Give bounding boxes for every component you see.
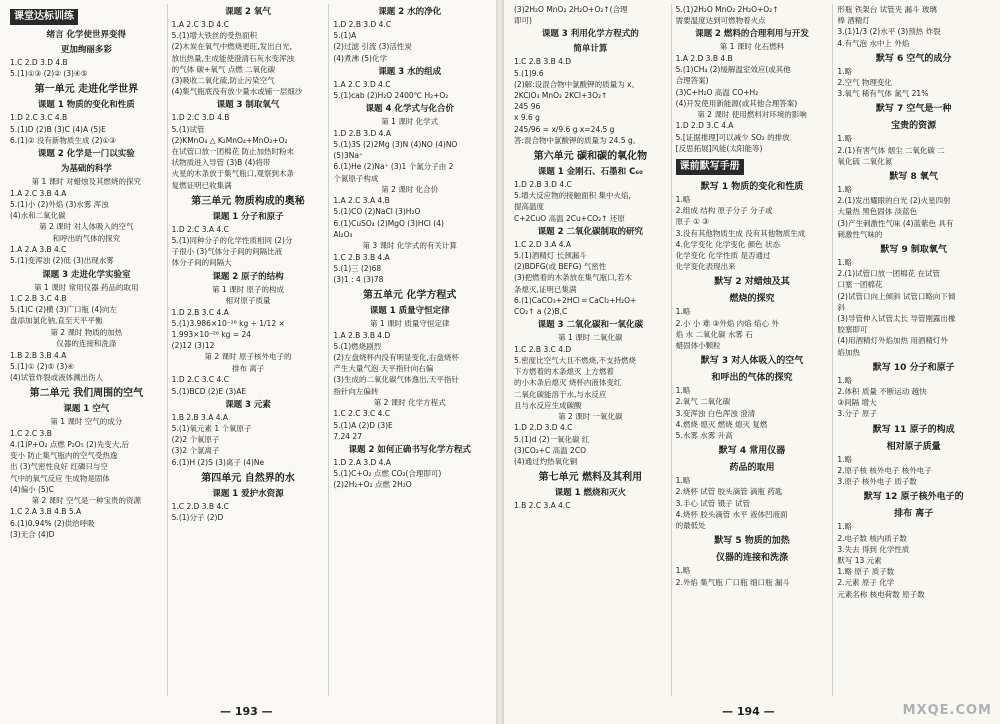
answer-line: 1.D 2.B 3.C 4.A <box>171 307 229 317</box>
dictation-title: 默写 7 空气是一种 <box>875 104 952 115</box>
answer-line: 1.A 2.C 3.B 4.A <box>10 188 67 198</box>
answer-line: (4)偏小 (5)C <box>10 484 54 494</box>
answer-line: 1.略 原子 质子数 <box>837 567 895 577</box>
answer-line: 5.增大反应物的接触面积 集中火焰, <box>514 191 631 201</box>
answer-line: 1.略 <box>837 522 852 532</box>
answer-line: 5.(1)CH₄ (2)缓解温室效应(或其他 <box>675 65 791 75</box>
answer-line: 4.有气泡 水中上 外焰 <box>837 38 910 48</box>
answer-line: 放出热量,生成能使澄清石灰水变浑浊 <box>171 53 295 63</box>
lesson-title: 课题 1 空气 <box>63 404 110 415</box>
answer-line: 3.氧气 稀有气体 氮气 21% <box>837 89 929 99</box>
answer-line: 1.略 <box>675 566 691 576</box>
answer-line: 5.(1)分子 (2)D <box>171 513 224 523</box>
answer-line: 3.失去 得到 化学性质 <box>837 544 910 554</box>
lesson-title: 课题 3 二氧化碳和一氧化碳 <box>537 320 643 331</box>
dictation-title: 燃烧的探究 <box>729 294 775 305</box>
answer-line: 3.原子 核外电子 质子数 <box>837 477 917 487</box>
right-column-1 <box>510 4 671 696</box>
answer-line: 条熄灭,证明已集满 <box>514 284 577 294</box>
answer-line: 5.(1)A <box>333 31 357 41</box>
answer-line: 1.A 2.D 3.B 4.B <box>675 53 733 63</box>
answer-line: 4.(1)P+O₂ 点燃 P₂O₅ (2)先变大,后 <box>10 439 130 449</box>
answer-line: 5.(1)A (2)D (3)E <box>333 420 393 430</box>
answer-line: 下方燃着的木条熄灭 上方燃着 <box>514 367 614 377</box>
answer-line: 1.D 2.B 3.D 4.C <box>514 180 572 190</box>
answer-line: 5.(1)cab (2)H₂O 2400℃ H₂+O₂ <box>333 91 449 101</box>
dictation-title: 默写 5 物质的加热 <box>714 536 790 547</box>
answer-line: 在试管口放一团棉花 防止加热时粉末 <box>171 147 295 157</box>
answer-line: 火星的木条放于集气瓶口,观察到木条 <box>171 169 295 179</box>
answer-line: (3)2H₂O MnO₂ 2H₂O+O₂↑(合理 <box>514 5 628 14</box>
answer-line: 5.(1)小 (2)外焰 (3)水雾 浑浊 <box>10 199 109 209</box>
answer-line: 2.组成 结构 原子分子 分子或 <box>675 206 773 216</box>
answer-line: 棒 酒精灯 <box>837 16 870 26</box>
answer-line: 5.(1)9.6 <box>514 68 544 78</box>
answer-line: 1.C 2.B 3.B 4.D <box>514 57 572 67</box>
lesson-title: 简单计算 <box>573 44 608 55</box>
lesson-title: 课题 1 金刚石、石墨和 C₆₀ <box>537 167 643 178</box>
lesson-title: 课题 2 原子的结构 <box>212 271 284 282</box>
lesson-title: 课题 1 质量守恒定律 <box>369 306 450 317</box>
answer-line: 二氧化碳能溶于水,与水反应 <box>514 389 607 399</box>
subsection-title: 第 2 课时 使用燃料对环境的影响 <box>697 109 807 119</box>
answer-line: 大量热 黑色固体 淡蓝色 <box>837 207 918 217</box>
answer-line: 气中的氧气反应 生成物是固体 <box>10 473 110 483</box>
answer-line: (4)试管炸裂或液体溅出伤人 <box>10 373 104 383</box>
lesson-title: 课题 3 水的组成 <box>378 66 442 77</box>
answer-line: 形瓶 铁架台 试管夹 漏斗 玻璃 <box>837 5 937 14</box>
lesson-title: 课题 2 化学是一门以实验 <box>37 149 135 160</box>
answer-line: 2.外焰 集气瓶 广口瓶 细口瓶 漏斗 <box>675 577 790 587</box>
answer-line: 1.略 <box>675 476 691 486</box>
answer-line: 245 96 <box>514 102 541 112</box>
answer-line: 5.(1)D (2)B (3)C (4)A (5)E <box>10 124 106 134</box>
answer-line: 焰 水 二氧化碳 水雾 石 <box>675 329 753 339</box>
answer-line: 5.(1)3S (2)2Mg (3)N (4)NO (4)NO <box>333 139 458 149</box>
answer-line: 5.(1)C (2)横 (3)广口瓶 (4)向左 <box>10 305 118 315</box>
answer-line: 4.化学变化 化学变化 颜色 状态 <box>675 239 780 249</box>
answer-line: 1.B 2.B 3.B 4.A <box>10 350 67 360</box>
answer-line: (3)生成的二氧化碳气体逸出,天平指针 <box>333 375 459 385</box>
answer-line: 6.(1)② 没有新物质生成 (2)①③ <box>10 135 116 145</box>
answer-line: 1.D 2.D 3.D 4.C <box>514 423 573 433</box>
answer-line: 1.略 <box>675 307 691 317</box>
answer-line: 1.D 2.C 3.C 4.B <box>10 113 68 123</box>
answer-line: (2)BDFG(或 BEFG) 气密性 <box>514 262 607 272</box>
answer-line: 4.燃烧 熄灭 燃烧 熄灭 复燃 <box>675 419 768 429</box>
page-number-right: — 194 — <box>722 705 775 718</box>
unit-heading: 第四单元 自然界的水 <box>201 472 295 484</box>
dictation-title: 药品的取用 <box>729 463 775 474</box>
answer-line: 1.D 2.A 3.D 4.A <box>333 457 391 467</box>
subsection-title: 第 2 课时 一氧化碳 <box>558 411 623 421</box>
answer-line: (2)左盘烧杯内没有明显变化,右盘烧杯 <box>333 353 459 363</box>
subsection-title: 第 2 课时 原子核外电子的 <box>204 352 292 362</box>
answer-line: 6.(1)0.94% (2)供给呼吸 <box>10 518 95 528</box>
answer-line: 盘添加氯化钠,直至天平平衡 <box>10 316 103 326</box>
answer-line: 提高温度 <box>514 202 544 212</box>
answer-line: 刺激性气味的 <box>837 229 883 239</box>
dictation-title: 默写 4 常用仪器 <box>718 446 786 457</box>
answer-line: 2.体积 质量 不断运动 越快 <box>837 387 927 397</box>
answer-line: (2)试管口向上倾斜 试管口略向下倾 <box>837 291 956 301</box>
answer-line: 5.(1)三 (2)68 <box>333 263 382 273</box>
answer-line: 1.略 <box>675 386 691 396</box>
subsection-title: 第 1 课时 空气的成分 <box>50 417 123 427</box>
answer-line: 5.(1)d (2)一氧化碳 红 <box>514 434 590 444</box>
answer-line: ③间隔 增大 <box>837 398 877 408</box>
lesson-title: 课题 4 化学式与化合价 <box>365 104 454 115</box>
answer-line: 1.C 2.D 3.D 4.B <box>10 58 68 67</box>
answer-line: 的气体 碳+氧气 点燃 二氧化碳 <box>171 64 276 74</box>
answer-line: 1.A 2.B 3.B 4.D <box>333 330 391 340</box>
answer-line: 1.C 2.C 3.B <box>10 428 52 438</box>
answer-line: 5.(1)燃烧剧烈 <box>333 341 382 351</box>
answer-line: 5.(1)变浑浊 (2)低 (3)出现水雾 <box>10 256 114 266</box>
answer-line: 出 (3)气密性良好 红磷只与空 <box>10 462 108 472</box>
answer-line: 5.(1)BCD (2)E (3)AE <box>171 386 247 396</box>
dictation-title: 默写 8 氧气 <box>889 172 938 183</box>
dictation-title: 默写 2 对蜡烛及其 <box>714 277 790 288</box>
right-page <box>504 0 1000 724</box>
subsection-title: 第 1 课时 化石燃料 <box>719 42 785 52</box>
answer-line: 245/96 = x/9.6 g x=24.5 g <box>514 124 615 134</box>
answer-line: 合理答案) <box>675 76 709 86</box>
lesson-title: 课题 2 如何正确书写化学方程式 <box>348 444 471 455</box>
answer-line: 5.[证据推理]可以减少 SO₂ 的排放 <box>675 132 790 142</box>
answer-line: 6.(1)He (2)Na⁺ (3)1 个氮分子由 2 <box>333 162 454 172</box>
right-col1-body <box>514 4 667 512</box>
subsection-title: 第 2 课时 对人体吸入的空气 <box>39 222 134 232</box>
answer-line: 2KClO₃ MnO₂ 2KCl+3O₂↑ <box>514 91 608 101</box>
answer-line: 1.D 2.C 3.A 4.C <box>171 224 229 234</box>
answer-line: (3)2 个氯离子 <box>171 446 220 456</box>
answer-line: 氧化硫 二氧化氮 <box>837 156 893 166</box>
left-column-3 <box>328 4 490 696</box>
section-banner: 课前默写手册 <box>676 159 744 175</box>
answer-line: 1.略 <box>837 258 852 268</box>
lesson-title: 课题 3 利用化学方程式的 <box>541 29 639 40</box>
lesson-title: 绪言 化学使世界变得 <box>46 30 127 40</box>
answer-line: (2)2 个氧原子 <box>171 435 220 445</box>
right-column-3 <box>832 4 994 696</box>
answer-line: 5.(1)试管 <box>171 124 205 134</box>
answer-line: 2.(1)发出耀眼的白光 (2)火星四射 <box>837 196 951 206</box>
answer-line: 2.(1)有害气体 烟尘 二氧化碳 二 <box>837 145 945 155</box>
subsection-title: 第 1 课时 原子的构成 <box>212 284 284 294</box>
answer-line: 的小木条后熄灭 烧杯内液体变红 <box>514 378 622 388</box>
answer-line: Al₂O₃ <box>333 229 353 239</box>
answer-line: 5.(1)C+O₂ 点燃 CO₂(合理即可) <box>333 469 442 479</box>
subsection-title: 第 1 课时 二氧化碳 <box>558 333 623 343</box>
left-col1-body <box>10 29 163 540</box>
answer-line: 6.(1)CaCO₃+2HCl ═ CaCl₂+H₂O+ <box>514 295 637 305</box>
answer-line: 4.烧杯 胶头滴管 水平 液体凹液面 <box>675 509 788 519</box>
answer-line: (4)用酒精灯外焰加热 用酒精灯外 <box>837 336 948 346</box>
answer-line: 且与水反应生成碳酸 <box>514 400 582 410</box>
section-banner-wrap <box>676 154 829 177</box>
answer-line: 焰加热 <box>837 347 860 357</box>
answer-line: 5.密度比空气大且不燃烧,不支持燃烧 <box>514 355 637 365</box>
answer-line: 答:混合物中氯酸钾的质量为 24.5 g。 <box>514 135 641 145</box>
subsection-title: 第 2 课时 物质的加热 <box>50 327 123 337</box>
answer-line: 2.烧杯 试管 胶头滴管 滴瓶 药匙 <box>675 487 783 497</box>
answer-line: 6.(1)CuSO₄ (2)MgO (3)HCl (4) <box>333 218 444 228</box>
dictation-title: 默写 3 对人体吸入的空气 <box>700 356 804 367</box>
answer-line: 5.(1)同种分子的化学性质相同 (2)分 <box>171 236 293 246</box>
dictation-title: 默写 6 空气的成分 <box>875 53 952 64</box>
answer-line: 2.氧气 二氧化碳 <box>675 397 731 407</box>
answer-line: (4)通过灼热氧化铜 <box>514 457 578 467</box>
lesson-title: 课题 2 二氧化碳制取的研究 <box>537 226 643 237</box>
answer-line: 1.D 2.C 3.D 4.B <box>171 113 230 123</box>
subsection-title: 第 1 课时 质量守恒定律 <box>369 319 450 329</box>
answer-line: 1.C 2.A 3.B 4.B 5.A <box>10 507 82 517</box>
subsection-title: 排布 离子 <box>231 363 265 373</box>
right-col2-body <box>676 4 829 588</box>
answer-line: 胶塞即可 <box>837 325 868 335</box>
answer-line: 化学变化 化学性质 是否通过 <box>675 251 771 261</box>
lesson-title: 为基础的科学 <box>60 164 112 175</box>
answer-line: C+2CuO 高温 2Cu+CO₂↑ 还原 <box>514 213 625 223</box>
answer-line: 5.(1)酒精灯 长颈漏斗 <box>514 251 587 261</box>
answer-line: 1.C 2.B 3.C 4.D <box>514 344 572 354</box>
subsection-title: 第 1 课时 化学式 <box>381 117 439 127</box>
answer-line: 1.993×10⁻²⁶ kg = 24 <box>171 330 252 340</box>
answer-line: 1.C 2.C 3.C 4.C <box>333 409 391 419</box>
left-page <box>0 0 496 724</box>
answer-line: (2)2H₂+O₂ 点燃 2H₂O <box>333 480 412 490</box>
subsection-title: 相对原子质量 <box>225 296 271 306</box>
subsection-title: 第 3 课时 化学式的有关计算 <box>362 241 457 251</box>
answer-line: 原子 ① ③ <box>675 217 709 227</box>
answer-line: 状物质进入导管 (3)B (4)将带 <box>171 158 271 168</box>
answer-line: 5.(1)增大铁丝的受热面积 <box>171 31 257 41</box>
right-col3-body <box>837 4 990 600</box>
lesson-title: 课题 1 爱护水资源 <box>212 488 284 499</box>
page-number-left: — 193 — <box>220 705 273 718</box>
answer-line: 2.原子核 核外电子 核外电子 <box>837 465 932 475</box>
answer-line: (3)产生刺激性气味 (4)蓝紫色 具有 <box>837 218 954 228</box>
answer-line: 1.略 <box>837 134 852 144</box>
answer-line: 体分子间的间隔大 <box>171 258 232 268</box>
answer-line: 1.略 <box>837 454 852 464</box>
answer-line: 3.变浑浊 白色浑浊 澄清 <box>675 408 756 418</box>
dictation-title: 默写 11 原子的构成 <box>872 424 955 435</box>
lesson-title: 课题 1 分子和原子 <box>212 211 284 222</box>
answer-line: 5.水雾 水雾 升高 <box>675 431 733 441</box>
lesson-title: 课题 3 元素 <box>225 399 271 410</box>
answer-line: 1.C 2.D 3.A 4.A <box>514 239 572 249</box>
answer-line: 复燃证明已收集满 <box>171 180 232 190</box>
answer-line: 1.B 2.B 3.A 4.A <box>171 412 228 422</box>
answer-line: 产生大量气泡 天平指针向右偏 <box>333 364 434 374</box>
answer-line: (3)把燃着的木条放在集气瓶口,若木 <box>514 273 633 283</box>
left-column-1 <box>6 4 167 696</box>
answer-line: 需要温度达到可燃物着火点 <box>675 16 766 26</box>
unit-heading: 第五单元 化学方程式 <box>362 290 457 302</box>
answer-line: (3)CO₂+C 高温 2CO <box>514 445 586 455</box>
answer-line: (3)吸收二氧化硫,防止污染空气 <box>171 76 275 86</box>
answer-line: 1.A 2.C 3.D 4.C <box>171 20 229 29</box>
left-column-2 <box>167 4 329 696</box>
answer-line: 1.C 2.B 3.C 4.B <box>10 294 67 304</box>
dictation-title: 默写 9 制取氧气 <box>880 245 947 256</box>
lesson-title: 课题 3 走进化学实验室 <box>42 269 131 280</box>
subsection-title: 第 1 课时 常用仪器 药品的取用 <box>34 282 139 292</box>
right-column-2 <box>671 4 833 696</box>
unit-heading: 第二单元 我们周围的空气 <box>29 388 144 400</box>
answer-line: 1.D 2.D 3.C 4.A <box>675 121 734 131</box>
answer-line: 默写 13 元素 <box>837 555 882 565</box>
answer-line: 1.略 <box>837 185 852 195</box>
section-banner: 课堂达标训练 <box>10 9 78 25</box>
answer-line: 2.(1)试管口放一团棉花 在试管 <box>837 269 941 279</box>
answer-line: CO₂↑ a (2)B,C <box>514 307 568 317</box>
answer-line: 的最低处 <box>675 521 706 531</box>
answer-line: 1.略 <box>675 195 691 205</box>
answer-line: 元素名称 核电荷数 原子数 <box>837 589 925 599</box>
answer-line: 2.元素 原子 化学 <box>837 578 895 588</box>
answer-line: 3.手心 试管 镊子 试管 <box>675 498 750 508</box>
answer-line: x 9.6 g <box>514 113 540 123</box>
answer-line: 7.24 27 <box>333 431 362 441</box>
answer-line: 子很小 (3)气体分子间的间隔比液 <box>171 247 283 257</box>
answer-line: 6.(1)H (2)S (3)离子 (4)Ne <box>171 457 265 467</box>
answer-line: (4)集气瓶底没有放少量水或铺一层细沙 <box>171 87 303 97</box>
answer-line: (4)煮沸 (5)化学 <box>333 53 387 63</box>
answer-line: 1.C 2.B 3.B 4.A <box>333 252 390 262</box>
answer-line: 指针向左偏转 <box>333 386 379 396</box>
subsection-title: 第 2 课时 化合价 <box>381 184 439 194</box>
answer-line: [反思拓展]风能(太阳能等) <box>675 143 763 153</box>
dictation-title: 仪器的连接和洗涤 <box>716 553 789 564</box>
answer-line: 蜡固体小颗粒 <box>675 341 721 351</box>
answer-line: 2.电子数 核内质子数 <box>837 533 907 543</box>
answer-line: 即可) <box>514 16 532 26</box>
answer-line: 1.B 2.C 3.A 4.C <box>514 501 571 511</box>
dictation-title: 默写 10 分子和原子 <box>872 362 955 373</box>
answer-line: 化学变化表现出来 <box>675 262 736 272</box>
lesson-title: 更加绚丽多彩 <box>60 45 112 55</box>
answer-line: 5.(1)3.986×10⁻²⁶ kg ÷ 1/12 × <box>171 318 285 328</box>
answer-line: 5.(1)2H₂O MnO₂ 2H₂O+O₂↑ <box>675 5 779 14</box>
answer-line: 3.没有其他物质生成 没有其他物质生成 <box>675 228 806 238</box>
dictation-title: 默写 1 物质的变化和性质 <box>700 182 804 193</box>
subsection-title: 仪器的连接和洗涤 <box>56 339 117 349</box>
answer-line: 个氮原子构成 <box>333 173 379 183</box>
lesson-title: 课题 2 水的净化 <box>378 7 442 17</box>
dictation-title: 排布 离子 <box>894 509 934 520</box>
answer-line: (2)KMnO₄ △ K₂MnO₄+MnO₂+O₂ <box>171 135 288 145</box>
answer-line: 2.空气 物理变化 <box>837 78 892 88</box>
left-col2-body <box>172 6 325 523</box>
watermark-stamp: MXQE.COM <box>902 703 992 718</box>
answer-line: (5)3Na⁺ <box>333 151 363 161</box>
dictation-title: 宝贵的资源 <box>891 121 937 132</box>
unit-heading: 第七单元 燃料及其利用 <box>538 472 643 484</box>
answer-line: 1.A 2.A 3.B 4.C <box>10 245 67 255</box>
dictation-title: 和呼出的气体的探究 <box>711 373 793 384</box>
answer-line: 3.分子 原子 <box>837 409 877 419</box>
answer-line: (3)导管伸入试管太长 导管刚露出橡 <box>837 314 956 324</box>
answer-line: 2.小 小 难 ③外焰 内焰 焰心 外 <box>675 318 779 328</box>
answer-line: (2)解:设混合物中氯酸钾的质量为 x。 <box>514 79 639 89</box>
answer-line: 斜 <box>837 302 845 312</box>
answer-line: 变小 防止集气瓶内的空气受热逸 <box>10 451 118 461</box>
subsection-title: 第 1 课时 对蜡烛及其燃烧的探究 <box>31 177 142 187</box>
answer-line: 1.略 <box>837 375 852 385</box>
answer-line: 1.D 2.C 3.C 4.C <box>171 375 229 385</box>
answer-line: (2)过滤 引流 (3)活性炭 <box>333 42 412 52</box>
answer-line: (3)C+H₂O 高温 CO+H₂ <box>675 87 759 97</box>
dictation-title: 默写 12 原子核外电子的 <box>863 492 964 503</box>
answer-line: 5.(1)氧元素 1 个氧原子 <box>171 424 252 434</box>
answer-line: 1.D 2.B 3.D 4.C <box>333 20 392 29</box>
lesson-title: 课题 3 制取氧气 <box>216 100 280 111</box>
answer-line: (4)开发使用新能源(或其他合理答案) <box>675 98 798 108</box>
answer-line: 口塞一团棉花 <box>837 280 883 290</box>
dictation-title: 相对原子质量 <box>886 441 941 452</box>
answer-line: (4)水和二氧化碳 <box>10 210 66 220</box>
answer-line: (2)木炭在氧气中燃烧更旺,发出白光, <box>171 42 293 52</box>
answer-line: 1.略 <box>837 66 852 76</box>
unit-heading: 第一单元 走进化学世界 <box>34 84 139 96</box>
left-col3-body <box>333 6 486 491</box>
answer-line: (2)12 (3)12 <box>171 341 215 351</box>
lesson-title: 课题 2 燃料的合理利用与开发 <box>695 29 809 40</box>
answer-line: 1.C 2.D 3.B 4.C <box>171 501 229 511</box>
answer-line: (3)1 : 4 (3)78 <box>333 274 384 284</box>
answer-line: 1.D 2.B 3.D 4.A <box>333 128 391 138</box>
unit-heading: 第三单元 物质构成的奥秘 <box>191 195 305 207</box>
subsection-title: 和呼出的气体的探究 <box>52 233 121 243</box>
book-gutter <box>496 0 504 724</box>
lesson-title: 课题 2 氧气 <box>225 7 271 17</box>
answer-line: 3.(1)1/3 (2)水平 (3)预热 炸裂 <box>837 27 941 37</box>
unit-heading: 第六单元 碳和碳的氧化物 <box>533 151 648 163</box>
lesson-title: 课题 1 燃烧和灭火 <box>554 488 626 499</box>
answer-line: 1.A 2.C 3.A 4.B <box>333 196 390 206</box>
answer-line: (3)无合 (4)D <box>10 529 55 539</box>
answer-line: 5.(1)①③ (2)② (3)④⑤ <box>10 69 88 79</box>
answer-line: 5.(1)CO (2)NaCl (3)H₂O <box>333 207 421 217</box>
subsection-title: 第 2 课时 化学方程式 <box>373 397 446 407</box>
answer-line: 1.A 2.C 3.D 4.C <box>333 79 391 89</box>
subsection-title: 第 2 课时 空气是一种宝贵的资源 <box>31 495 142 505</box>
answer-line: 5.(1)① (2)⑤ (3)④ <box>10 361 74 371</box>
lesson-title: 课题 1 物质的变化和性质 <box>37 100 135 111</box>
